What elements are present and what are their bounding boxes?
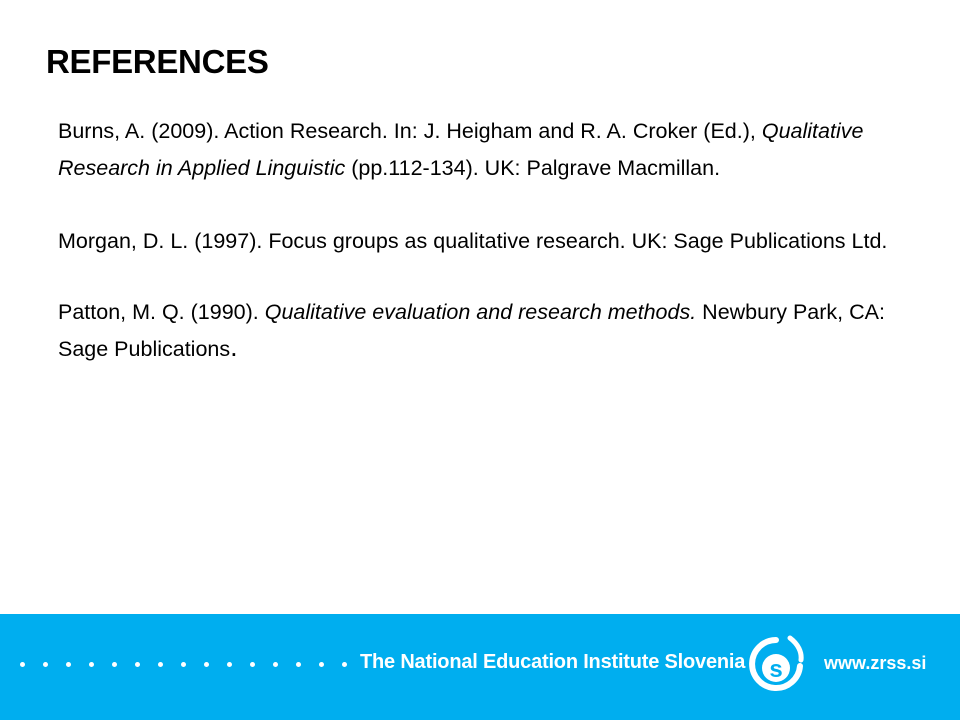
reference-item [58,114,908,186]
dot [296,662,301,667]
reference-list [58,114,908,367]
dot [89,662,94,667]
reference-work-title: Qualitative evaluation and research methods. [264,300,697,324]
dot [112,662,117,667]
reference-text: Newbury Park, CA: Sage Publications [58,300,885,361]
website-url: www.zrss.si [824,653,927,673]
reference-text: (pp.112-134). UK: Palgrave Macmillan. [345,156,721,180]
dot [342,662,347,667]
reference-text: Burns, A. (2009). Action Research. In: J. Heigham and R. A. Croker (Ed.), [58,119,762,143]
dotted-line-decoration [20,662,350,676]
institute-name: The National Education Institute Slovenia [360,651,746,673]
reference-text: Morgan, D. L. (1997). Focus groups as qualitative research. UK: Sage Publications Ltd. [58,229,888,253]
dot [181,662,186,667]
reference-work-title: Qualitative Research in Applied Linguistic [58,119,864,180]
dot [20,662,25,667]
dot [227,662,232,667]
dot [158,662,163,667]
dot [43,662,48,667]
dot [250,662,255,667]
dot [319,662,324,667]
svg-text:s: s [769,656,783,683]
slide-title: REFERENCES [46,43,269,80]
dot [135,662,140,667]
reference-item [58,222,908,259]
dot [273,662,278,667]
dot [204,662,209,667]
reference-end: . [230,332,238,362]
zrss-logo-icon [746,634,806,698]
dot [66,662,71,667]
reference-item [58,295,908,367]
reference-text: Patton, M. Q. (1990). [58,300,265,324]
